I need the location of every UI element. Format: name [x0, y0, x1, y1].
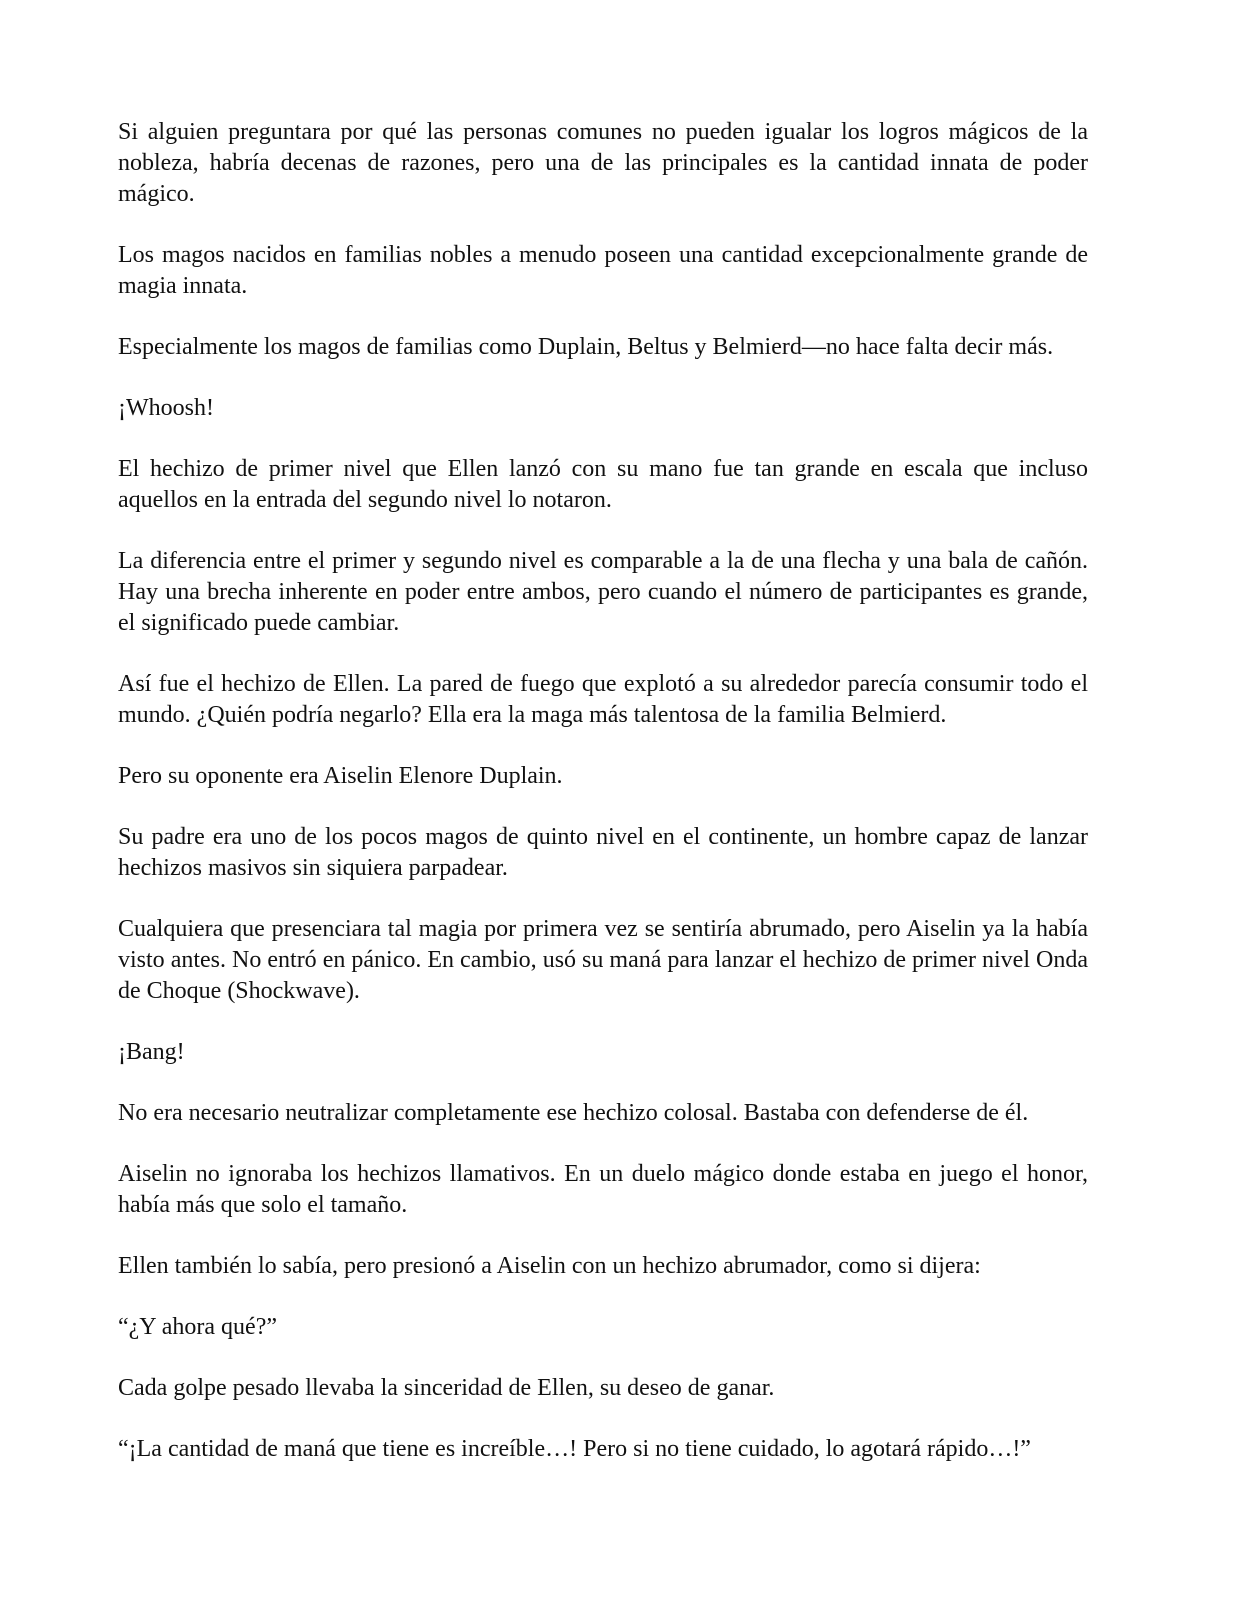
- paragraph: No era necesario neutralizar completamente ese hechizo colosal. Bastaba con defenderse de él.: [118, 1100, 1029, 1126]
- paragraph: “¿Y ahora qué?”: [118, 1314, 277, 1340]
- paragraph: Cada golpe pesado llevaba la sinceridad de Ellen, su deseo de ganar.: [118, 1375, 775, 1401]
- paragraph: Aiselin no ignoraba los hechizos llamativos. En un duelo mágico donde estaba en juego el honor, había más que solo el tamaño.: [118, 1161, 1088, 1218]
- paragraph: Cualquiera que presenciara tal magia por primera vez se sentiría abrumado, pero Aiselin ya la había visto antes. No entró en pánico. En cambio, usó su maná para lanzar el hechizo de primer nivel Onda de Choque (Shockwave).: [118, 916, 1088, 1004]
- paragraph: Pero su oponente era Aiselin Elenore Duplain.: [118, 763, 563, 789]
- paragraph: Ellen también lo sabía, pero presionó a Aiselin con un hechizo abrumador, como si dijera:: [118, 1253, 981, 1279]
- paragraph: Así fue el hechizo de Ellen. La pared de fuego que explotó a su alrededor parecía consumir todo el mundo. ¿Quién podría negarlo? Ella era la maga más talentosa de la familia Belmierd.: [118, 671, 1088, 728]
- paragraph: ¡Whoosh!: [118, 395, 214, 421]
- paragraph: ¡Bang!: [118, 1039, 185, 1065]
- paragraph: La diferencia entre el primer y segundo nivel es comparable a la de una flecha y una bala de cañón. Hay una brecha inherente en poder entre ambos, pero cuando el número de participantes es grande, el significado puede cambiar.: [118, 548, 1088, 636]
- paragraph: Especialmente los magos de familias como Duplain, Beltus y Belmierd—no hace falta decir más.: [118, 334, 1054, 360]
- paragraph: Su padre era uno de los pocos magos de quinto nivel en el continente, un hombre capaz de lanzar hechizos masivos sin siquiera parpadear.: [118, 824, 1088, 881]
- paragraph: “¡La cantidad de maná que tiene es increíble…! Pero si no tiene cuidado, lo agotará rápido…!”: [118, 1436, 1031, 1462]
- text-body: [118, 117, 1088, 1495]
- paragraph: Los magos nacidos en familias nobles a menudo poseen una cantidad excepcionalmente grande de magia innata.: [118, 242, 1088, 299]
- paragraph: Si alguien preguntara por qué las personas comunes no pueden igualar los logros mágicos de la nobleza, habría decenas de razones, pero una de las principales es la cantidad innata de poder mágico.: [118, 119, 1088, 207]
- paragraph: El hechizo de primer nivel que Ellen lanzó con su mano fue tan grande en escala que incluso aquellos en la entrada del segundo nivel lo notaron.: [118, 456, 1088, 513]
